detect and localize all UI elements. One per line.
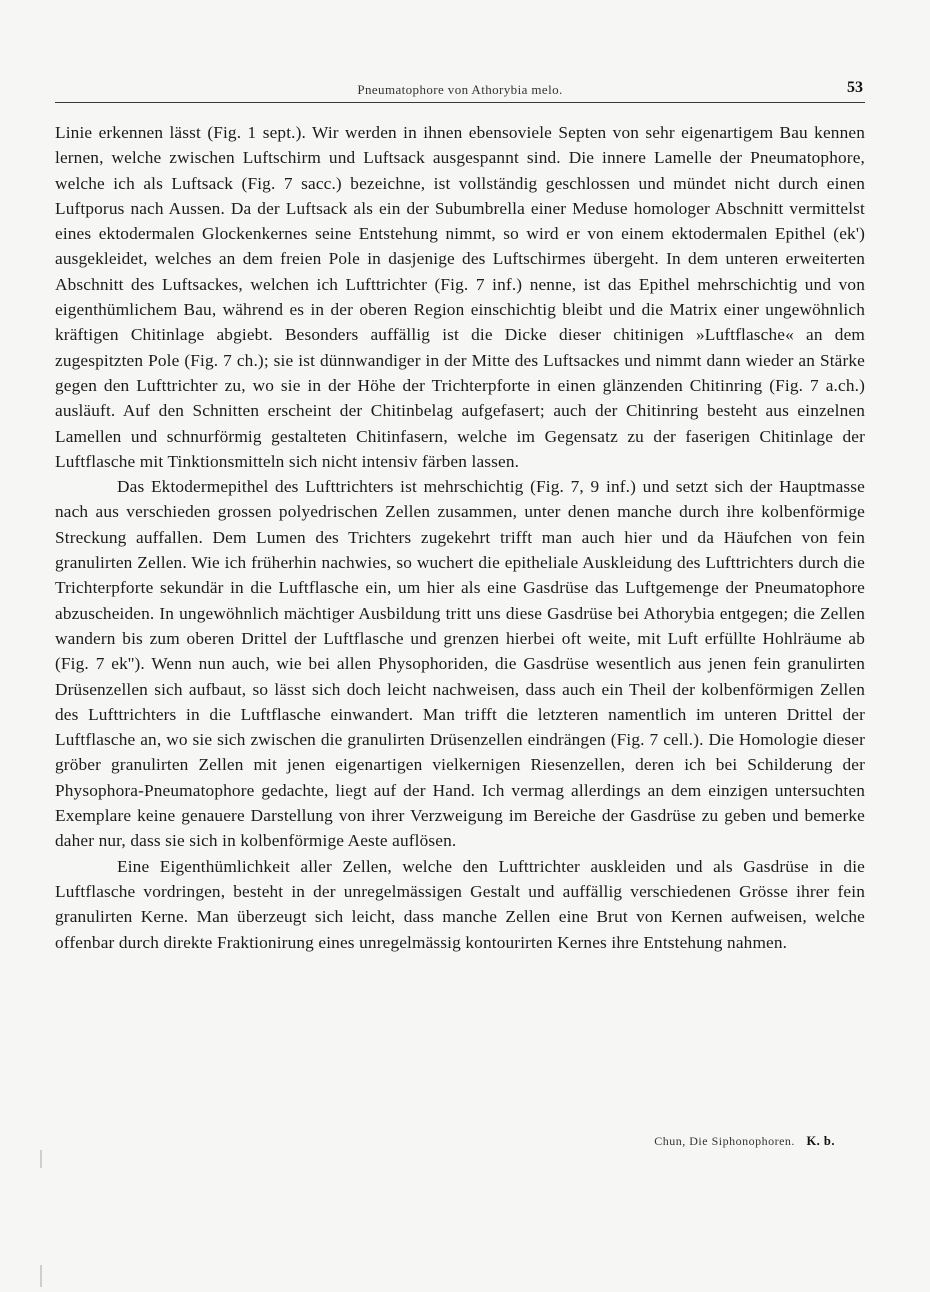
scan-edge-mark <box>40 1150 42 1168</box>
running-title: Pneumatophore von Athorybia melo. <box>357 82 563 97</box>
paragraph-3: Eine Eigenthümlichkeit aller Zellen, welche den Lufttrichter auskleiden und als Gasdrüse in die Luftflasche vordringen, besteht in der unregelmässigen Gestalt und auffällig verschiedenen Grösse ihrer fein granulirten Kerne. Man überzeugt sich leicht, dass manche Zellen eine Brut von Kernen aufweisen, welche offenbar durch direkte Fraktionirung eines unregelmässig kontourirten Kernes ihre Entstehung nahmen. <box>55 856 865 952</box>
paragraph-2: Das Ektodermepithel des Lufttrichters ist mehrschichtig (Fig. 7, 9 inf.) und setzt sich der Hauptmasse nach aus verschieden grossen polyedrischen Zellen zusammen, unter denen manche durch ihre kolbenförmige Streckung auffallen. Dem Lumen des Trichters zugekehrt trifft man auch hier und da Häufchen von fein granulirten Zellen. Wie ich früherhin nachwies, so wuchert die epitheliale Auskleidung des Lufttrichters durch die Trichterpforte sekundär in die Luftflasche ein, um hier als eine Gasdrüse das Luftgemenge der Pneumatophore abzuscheiden. In ungewöhnlich mächtiger Ausbildung tritt uns diese Gasdrüse bei Athorybia entgegen; die Zellen wandern bis zum oberen Drittel der Luftflasche und grenzen hierbei oft weite, mit Luft erfüllte Hohlräume ab (Fig. 7 ek''). Wenn nun auch, wie bei allen Physophoriden, die Gasdrüse wesentlich aus jenen fein granulirten Drüsenzellen sich aufbaut, so lässt sich doch leicht nachweisen, dass auch ein Theil der kolbenförmigen Zellen des Lufttrichters in die Luftflasche einwandert. Man trifft die letzteren namentlich im unteren Drittel der Luftflasche an, wo sie sich zwischen die granulirten Drüsenzellen eindrängen (Fig. 7 cell.). Die Homologie dieser gröber granulirten Zellen mit jenen eigenartigen vielkernigen Riesenzellen, deren ich bei Schilderung der Physophora-Pneumatophore gedachte, liegt auf der Hand. Ich vermag allerdings an dem einzigen untersuchten Exemplare keine genauere Darstellung von ihrer Verzweigung im Bereiche der Gasdrüse zu geben und bemerke daher nur, dass sie sich in kolbenförmige Aeste auflösen. <box>55 477 865 851</box>
page-number: 53 <box>847 79 863 96</box>
scan-edge-mark <box>40 1265 42 1287</box>
footer-text: Chun, Die Siphonophoren. <box>654 1134 795 1148</box>
body-text <box>55 120 865 955</box>
paragraph-1: Linie erkennen lässt (Fig. 1 sept.). Wir werden in ihnen ebensoviele Septen von sehr eigenartigem Bau kennen lernen, welche zwischen Luftschirm und Luftsack ausgespannt sind. Die innere Lamelle der Pneumatophore, welche ich als Luftsack (Fig. 7 sacc.) bezeichne, ist vollständig geschlossen und mündet nicht durch einen Luftporus nach Aussen. Da der Luftsack als ein der Subumbrella einer Meduse homologer Abschnitt vermittelst eines ektodermalen Glockenkernes seine Entstehung nimmt, so wird er von einem ektodermalen Epithel (ek') ausgekleidet, welches an dem freien Pole in dasjenige des Luftschirmes übergeht. In dem unteren erweiterten Abschnitt des Luftsackes, welchen ich Lufttrichter (Fig. 7 inf.) nenne, ist das Epithel mehrschichtig und von eigenthümlichem Bau, während es in der oberen Region einschichtig bleibt und die Matrix einer ungewöhnlich kräftigen Chitinlage abgiebt. Besonders auffällig ist die Dicke dieser chitinigen »Luftflasche« an dem zugespitzten Pole (Fig. 7 ch.); sie ist dünnwandiger in der Mitte des Luftsackes und nimmt dann wieder an Stärke gegen den Lufttrichter zu, wo sie in der Höhe der Trichterpforte in einen glänzenden Chitinring (Fig. 7 a.ch.) ausläuft. Auf den Schnitten erscheint der Chitinbelag aufgefasert; auch der Chitinring besteht aus einzelnen Lamellen und schnurförmig gestalteten Chitinfasern, welche im Gegensatz zu der faserigen Chitinlage der Luftflasche mit Tinktionsmitteln sich nicht intensiv färben lassen. <box>55 123 865 471</box>
footer-sheet-mark: K. b. <box>806 1134 835 1148</box>
running-header <box>55 76 865 103</box>
footer-signature-line <box>654 1134 835 1149</box>
